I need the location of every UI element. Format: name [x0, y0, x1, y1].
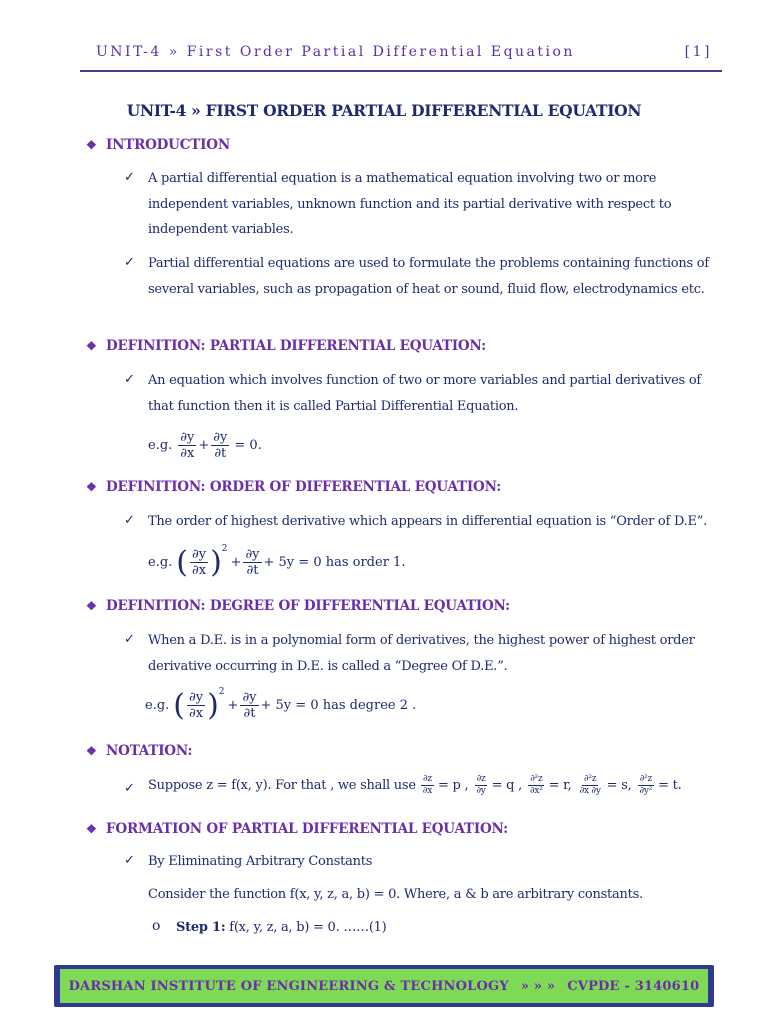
fraction: $\frac{\partial y}{\partial x}$ [192, 547, 207, 578]
formation-paragraph-1: By Eliminating Arbitrary Constants [148, 854, 373, 869]
fraction: $\frac{\partial y}{\partial t}$ [213, 430, 228, 461]
check-bullet-icon: ✓ [124, 781, 135, 796]
diamond-bullet-icon: ❖ [86, 744, 97, 758]
page-header [80, 44, 722, 64]
header-unit-title: UNIT-4 » First Order Partial Differential Equation [96, 44, 575, 60]
fraction: $\frac{\partial y}{\partial t}$ [245, 547, 260, 578]
header-divider [80, 70, 722, 72]
def-pde-paragraph: An equation which involves function of two or more variables and partial derivatives of that function then it is called Partial Differential Equation. [148, 373, 701, 414]
formation-step-1: Step 1: f(x, y, z, a, b) = 0. ……(1) [176, 920, 387, 935]
def-degree-example: e.g. ( $\frac{\partial y}{\partial x}$ ) 2 + $\frac{\partial y}{\partial t}$ + 5y = 0 has degree 2 . [145, 686, 417, 723]
header-page-number: [1] [684, 44, 712, 60]
notation-line: Suppose z = f(x, y). For that , we shall use $\frac{\partial z}{\partial x}$ = p , $\frac{\partial z}{\partial y}$ = q , $\frac{\text{∂²z}}{\text{∂x²}}$ = r, $\frac{\text{∂²z}}{\partial x \partial y}$ = s, $\frac{\text{∂²z}}{\text{∂y²}}$ = t. [148, 774, 682, 796]
check-bullet-icon: ✓ [124, 632, 135, 647]
check-bullet-icon: ✓ [124, 372, 135, 387]
fraction: $\frac{\partial y}{\partial x}$ [189, 690, 204, 721]
fraction: $\frac{\text{∂²z}}{\text{∂y²}}$ [639, 774, 653, 796]
page-footer [60, 969, 708, 1003]
circle-bullet-icon: o [152, 918, 161, 934]
diamond-bullet-icon: ❖ [86, 599, 97, 613]
check-bullet-icon: ✓ [124, 170, 135, 185]
fraction: $\frac{\text{∂²z}}{\partial x \partial y}$ [579, 774, 601, 796]
formation-paragraph-2: Consider the function f(x, y, z, a, b) = 0. Where, a & b are arbitrary constants. [148, 887, 643, 902]
section-heading-introduction: ❖ INTRODUCTION [86, 137, 230, 153]
diamond-bullet-icon: ❖ [86, 138, 97, 152]
section-heading-formation: ❖ FORMATION OF PARTIAL DIFFERENTIAL EQUATION: [86, 821, 508, 837]
def-order-example: e.g. ( $\frac{\partial y}{\partial x}$ ) 2 + $\frac{\partial y}{\partial t}$ + 5y = 0 has order 1. [148, 543, 406, 580]
footer-separator: » » » [520, 978, 556, 994]
check-bullet-icon: ✓ [124, 513, 135, 528]
intro-paragraph-2: Partial differential equations are used to formulate the problems containing functions of several variables, such as propagation of heat or sound, fluid flow, electrodynamics etc. [148, 256, 709, 297]
def-pde-example: e.g. $\frac{\partial y}{\partial x}$ + $\frac{\partial y}{\partial t}$ = 0. [148, 430, 262, 461]
fraction: $\frac{\partial z}{\partial x}$ [422, 774, 433, 796]
fraction: $\frac{\partial z}{\partial y}$ [476, 774, 486, 796]
fraction: $\frac{\text{∂²z}}{\text{∂x²}}$ [530, 774, 543, 796]
diamond-bullet-icon: ❖ [86, 480, 97, 494]
section-heading-definition-order: ❖ DEFINITION: ORDER OF DIFFERENTIAL EQUATION: [86, 479, 502, 495]
intro-paragraph-1: A partial differential equation is a mathematical equation involving two or more independent variables, unknown function and its partial derivative with respect to independent variables. [148, 171, 672, 237]
page-title: UNIT-4 » FIRST ORDER PARTIAL DIFFERENTIAL EQUATION [126, 101, 642, 120]
check-bullet-icon: ✓ [124, 853, 135, 868]
section-heading-notation: ❖ NOTATION: [86, 743, 193, 759]
def-degree-paragraph: When a D.E. is in a polynomial form of derivatives, the highest power of highest order derivative occurring in D.E. is called a “Degree Of D.E.”. [148, 633, 695, 674]
fraction: $\frac{\partial y}{\partial t}$ [242, 690, 257, 721]
footer-institute: DARSHAN INSTITUTE OF ENGINEERING & TECHNOLOGY [68, 978, 509, 994]
section-heading-definition-pde: ❖ DEFINITION: PARTIAL DIFFERENTIAL EQUATION: [86, 338, 486, 354]
diamond-bullet-icon: ❖ [86, 822, 97, 836]
diamond-bullet-icon: ❖ [86, 339, 97, 353]
fraction: $\frac{\partial y}{\partial x}$ [180, 430, 195, 461]
def-order-paragraph: The order of highest derivative which appears in differential equation is “Order of D.E”. [148, 514, 708, 529]
section-heading-definition-degree: ❖ DEFINITION: DEGREE OF DIFFERENTIAL EQUATION: [86, 598, 510, 614]
check-bullet-icon: ✓ [124, 255, 135, 270]
footer-course-code: CVPDE - 3140610 [567, 978, 700, 994]
